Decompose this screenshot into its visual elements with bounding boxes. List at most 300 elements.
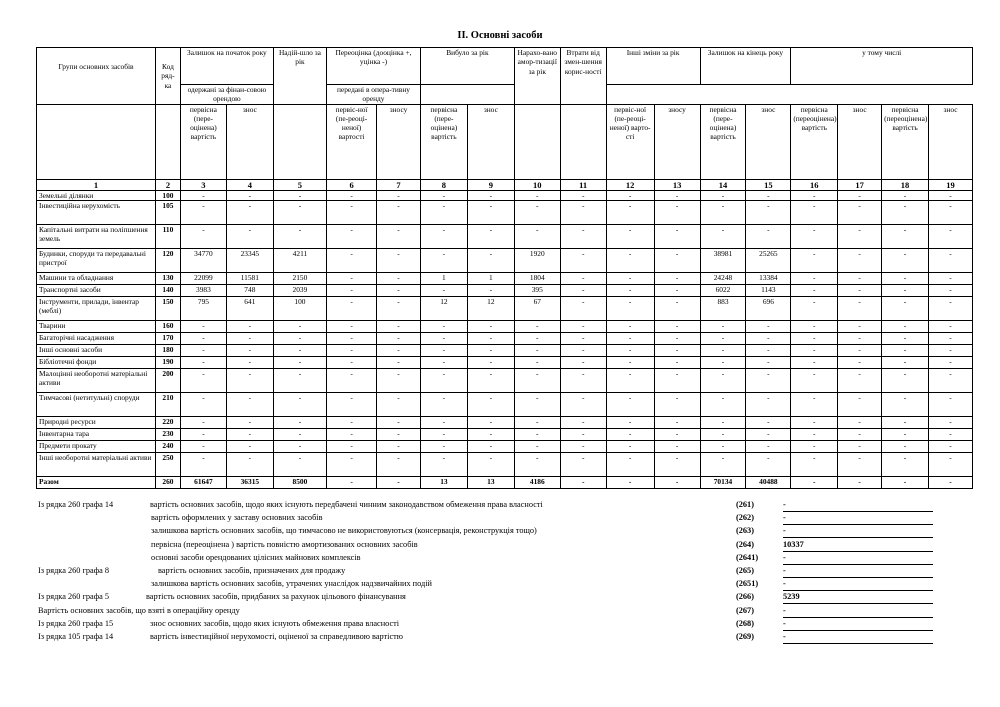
row-value: -: [377, 428, 421, 440]
row-value: -: [791, 296, 838, 320]
row-value: -: [273, 356, 326, 368]
row-value: -: [420, 344, 467, 356]
row-value: -: [606, 332, 654, 344]
row-value: -: [180, 344, 226, 356]
row-value: -: [746, 428, 791, 440]
column-number: 18: [882, 179, 929, 190]
note-code: (261): [736, 500, 754, 509]
row-value: -: [700, 320, 746, 332]
row-value: -: [838, 332, 882, 344]
row-value: -: [226, 320, 273, 332]
note-prefix: Із рядка 260 графа 14: [38, 500, 114, 509]
row-code: 210: [155, 392, 180, 416]
row-value: -: [467, 392, 514, 416]
row-value: -: [226, 332, 273, 344]
row-name: Капітальні витрати на поліпшення земель: [37, 224, 156, 248]
row-code: 160: [155, 320, 180, 332]
row-code: 230: [155, 428, 180, 440]
row-value: -: [514, 440, 560, 452]
row-value: -: [327, 248, 377, 272]
row-code: 130: [155, 272, 180, 284]
table-row: [37, 224, 973, 248]
note-value: -: [783, 619, 933, 631]
table-row: [37, 332, 973, 344]
header-initial: первісна (пере-оцінена) вартість: [700, 104, 746, 179]
row-value: -: [882, 200, 929, 224]
note-code: (2651): [736, 579, 759, 589]
note-prefix: Із рядка 105 графа 14: [38, 632, 114, 641]
row-value: 3983: [180, 284, 226, 296]
row-value: 23345: [226, 248, 273, 272]
row-value: -: [929, 344, 973, 356]
row-name: Земельні ділянки: [37, 190, 156, 200]
row-value: -: [420, 428, 467, 440]
row-value: -: [467, 248, 514, 272]
row-value: -: [606, 320, 654, 332]
row-value: -: [838, 368, 882, 392]
row-value: -: [273, 190, 326, 200]
row-value: -: [838, 320, 882, 332]
row-value: -: [654, 392, 700, 416]
row-value: -: [838, 428, 882, 440]
header-initial-revalued: первіс-ної (пе-реоці-неної) вартості: [327, 104, 377, 179]
row-value: 25265: [746, 248, 791, 272]
row-value: -: [700, 368, 746, 392]
row-value: -: [226, 190, 273, 200]
row-value: 696: [746, 296, 791, 320]
row-value: -: [791, 344, 838, 356]
note-text: вартість основних засобів, щодо яких існують передбачені чинним законодавством обмеження права власності: [150, 500, 543, 509]
row-value: -: [882, 440, 929, 452]
row-value: -: [180, 356, 226, 368]
column-number: 8: [420, 179, 467, 190]
note-code: (268): [736, 618, 754, 628]
row-value: -: [420, 190, 467, 200]
note-prefix: Із рядка 260 графа 15: [38, 618, 114, 628]
row-value: -: [882, 296, 929, 320]
row-code: 170: [155, 332, 180, 344]
row-value: -: [327, 428, 377, 440]
table-row: [37, 190, 973, 200]
row-value: -: [654, 272, 700, 284]
row-value: -: [700, 452, 746, 476]
note-value: -: [783, 566, 933, 578]
note-line: [38, 553, 978, 566]
note-value: 10337: [783, 540, 933, 552]
column-number: 15: [746, 179, 791, 190]
row-value: -: [377, 296, 421, 320]
row-value: -: [420, 392, 467, 416]
header-initial: первісна (пере-оцінена) вартість: [180, 104, 226, 179]
row-value: -: [929, 440, 973, 452]
row-value: -: [746, 392, 791, 416]
row-value: -: [377, 248, 421, 272]
row-value: -: [377, 476, 421, 488]
row-value: 70134: [700, 476, 746, 488]
row-name: Інвестиційна нерухомість: [37, 200, 156, 224]
row-value: -: [327, 284, 377, 296]
row-value: 40488: [746, 476, 791, 488]
row-value: -: [560, 190, 606, 200]
row-value: -: [606, 296, 654, 320]
column-number: 13: [654, 179, 700, 190]
note-prefix: Із рядка 260 графа 5: [38, 592, 109, 602]
row-value: -: [420, 200, 467, 224]
row-value: -: [700, 224, 746, 248]
row-value: -: [420, 416, 467, 428]
row-value: -: [746, 200, 791, 224]
row-value: -: [273, 392, 326, 416]
row-name: Тварини: [37, 320, 156, 332]
note-line: [38, 513, 978, 526]
row-code: 220: [155, 416, 180, 428]
row-value: -: [560, 248, 606, 272]
row-value: -: [377, 272, 421, 284]
row-value: -: [746, 332, 791, 344]
row-value: -: [882, 428, 929, 440]
row-value: -: [273, 320, 326, 332]
row-value: -: [606, 452, 654, 476]
row-value: -: [420, 356, 467, 368]
table-row: [37, 200, 973, 224]
column-number: 11: [560, 179, 606, 190]
row-value: -: [791, 190, 838, 200]
row-code: 120: [155, 248, 180, 272]
column-number: 7: [377, 179, 421, 190]
row-value: -: [700, 428, 746, 440]
row-value: 34770: [180, 248, 226, 272]
row-value: -: [467, 452, 514, 476]
header-closing: Залишок на кінець року: [700, 48, 791, 85]
row-value: -: [838, 356, 882, 368]
note-line: [38, 540, 978, 553]
row-value: -: [929, 452, 973, 476]
row-value: -: [226, 200, 273, 224]
header-initial: первісна (переоцінена) вартість: [882, 104, 929, 179]
row-value: -: [377, 332, 421, 344]
row-value: -: [327, 440, 377, 452]
row-value: -: [327, 356, 377, 368]
note-text: знос основних засобів, щодо яких існують обмеження права власності: [150, 618, 400, 628]
row-value: -: [746, 224, 791, 248]
row-value: -: [514, 428, 560, 440]
row-value: -: [791, 200, 838, 224]
row-value: -: [606, 248, 654, 272]
row-value: -: [467, 190, 514, 200]
row-value: -: [700, 200, 746, 224]
row-value: -: [654, 356, 700, 368]
row-name: Разом: [37, 476, 156, 488]
column-number: 3: [180, 179, 226, 190]
row-value: -: [700, 416, 746, 428]
note-text: первісна (переоцінена ) вартість повністю амортизованих основних засобів: [151, 539, 418, 549]
row-value: -: [226, 440, 273, 452]
row-value: 1804: [514, 272, 560, 284]
column-number: 9: [467, 179, 514, 190]
row-value: -: [180, 452, 226, 476]
row-value: -: [882, 356, 929, 368]
row-value: -: [514, 368, 560, 392]
row-value: -: [180, 416, 226, 428]
row-value: -: [327, 368, 377, 392]
header-wear: знос: [226, 104, 273, 179]
table-row: [37, 248, 973, 272]
row-value: -: [560, 344, 606, 356]
header-impairment: Втрати від змен-шення корис-ності: [560, 48, 606, 105]
note-code: (265): [736, 566, 754, 575]
row-value: -: [377, 200, 421, 224]
row-name: Інвентарна тара: [37, 428, 156, 440]
row-value: -: [791, 224, 838, 248]
row-value: -: [746, 356, 791, 368]
row-value: -: [327, 344, 377, 356]
table-row: [37, 392, 973, 416]
row-value: -: [654, 476, 700, 488]
header-opening: Залишок на початок року: [180, 48, 273, 85]
row-code: 200: [155, 368, 180, 392]
row-value: -: [746, 416, 791, 428]
row-value: -: [377, 320, 421, 332]
row-value: -: [882, 344, 929, 356]
row-code: 140: [155, 284, 180, 296]
header-incl: у тому числі: [791, 48, 973, 85]
row-value: -: [882, 272, 929, 284]
note-code: (269): [736, 632, 754, 641]
row-value: -: [180, 368, 226, 392]
row-value: -: [838, 416, 882, 428]
row-value: 13384: [746, 272, 791, 284]
column-numbers-row: [37, 179, 973, 190]
row-value: -: [791, 476, 838, 488]
table-row: [37, 368, 973, 392]
row-value: 24248: [700, 272, 746, 284]
note-code: (267): [736, 605, 754, 615]
row-value: 795: [180, 296, 226, 320]
row-value: 61647: [180, 476, 226, 488]
header-other-changes: Інші зміни за рік: [606, 48, 700, 85]
row-value: -: [467, 368, 514, 392]
note-text: вартість оформлених у заставу основних засобів: [151, 513, 323, 523]
row-value: -: [882, 368, 929, 392]
row-value: -: [273, 416, 326, 428]
note-prefix: Вартість основних засобів, що взяті в операційну оренду: [38, 605, 240, 615]
row-value: -: [377, 416, 421, 428]
note-code: (264): [736, 539, 754, 549]
row-value: -: [327, 200, 377, 224]
row-value: -: [746, 452, 791, 476]
row-value: -: [560, 200, 606, 224]
row-value: -: [746, 190, 791, 200]
row-value: -: [929, 272, 973, 284]
row-value: 2039: [273, 284, 326, 296]
row-value: -: [226, 344, 273, 356]
row-value: -: [606, 344, 654, 356]
row-value: -: [929, 356, 973, 368]
table-row: [37, 476, 973, 488]
header-revaluation: Переоцінка (дооцінка +, уцінка -): [327, 48, 421, 85]
row-value: -: [273, 332, 326, 344]
row-value: -: [838, 190, 882, 200]
row-value: -: [791, 440, 838, 452]
row-code: 100: [155, 190, 180, 200]
row-value: 395: [514, 284, 560, 296]
row-code: 250: [155, 452, 180, 476]
row-value: -: [467, 428, 514, 440]
row-value: -: [327, 476, 377, 488]
row-value: -: [377, 190, 421, 200]
row-value: -: [791, 320, 838, 332]
row-value: -: [929, 190, 973, 200]
row-value: -: [929, 392, 973, 416]
row-value: -: [467, 416, 514, 428]
row-value: -: [467, 284, 514, 296]
row-value: -: [377, 368, 421, 392]
table-row: [37, 428, 973, 440]
row-value: -: [838, 272, 882, 284]
row-value: -: [180, 320, 226, 332]
row-value: -: [560, 296, 606, 320]
row-name: Предмети прокату: [37, 440, 156, 452]
row-code: 150: [155, 296, 180, 320]
column-number: 14: [700, 179, 746, 190]
row-value: -: [929, 296, 973, 320]
row-value: -: [700, 356, 746, 368]
note-code: (262): [736, 513, 754, 523]
note-line: [38, 606, 978, 619]
note-line: [38, 632, 978, 645]
header-wear: зносу: [377, 104, 421, 179]
row-value: -: [377, 392, 421, 416]
row-value: -: [180, 190, 226, 200]
row-value: -: [838, 392, 882, 416]
row-value: -: [882, 416, 929, 428]
row-value: -: [514, 416, 560, 428]
note-code: (263): [736, 526, 754, 536]
row-value: 13: [420, 476, 467, 488]
row-value: -: [606, 368, 654, 392]
row-value: -: [654, 284, 700, 296]
row-value: -: [180, 200, 226, 224]
table-row: [37, 356, 973, 368]
row-value: -: [606, 428, 654, 440]
row-value: -: [882, 224, 929, 248]
header-received: Надій-шло за рік: [273, 48, 326, 105]
row-value: -: [226, 356, 273, 368]
row-value: 641: [226, 296, 273, 320]
header-initial-revalued: первіс-ної (пе-реоці-неної) варто-сті: [606, 104, 654, 179]
row-value: 1: [467, 272, 514, 284]
column-number: 12: [606, 179, 654, 190]
row-value: -: [226, 416, 273, 428]
page-title: ІІ. Основні засоби: [457, 30, 543, 41]
row-value: -: [838, 476, 882, 488]
row-value: -: [560, 224, 606, 248]
header-wear: знос: [929, 104, 973, 179]
row-value: -: [180, 332, 226, 344]
header-leased-in: одержані за фінан-совою орендою: [180, 85, 273, 105]
row-value: 11581: [226, 272, 273, 284]
row-value: -: [560, 356, 606, 368]
row-value: -: [791, 416, 838, 428]
row-value: -: [929, 428, 973, 440]
row-value: 1: [420, 272, 467, 284]
row-value: -: [606, 284, 654, 296]
row-value: 12: [467, 296, 514, 320]
row-value: -: [560, 392, 606, 416]
row-value: 13: [467, 476, 514, 488]
header-wear: знос: [746, 104, 791, 179]
row-value: -: [327, 296, 377, 320]
row-value: -: [560, 416, 606, 428]
row-value: -: [654, 224, 700, 248]
row-name: Інструменти, прилади, інвентар (меблі): [37, 296, 156, 320]
header-wear: зносу: [654, 104, 700, 179]
row-value: -: [180, 428, 226, 440]
row-value: -: [882, 476, 929, 488]
row-value: -: [654, 416, 700, 428]
row-value: -: [327, 416, 377, 428]
row-value: -: [791, 392, 838, 416]
row-value: -: [560, 284, 606, 296]
row-value: -: [654, 248, 700, 272]
row-value: -: [606, 356, 654, 368]
table-row: [37, 416, 973, 428]
note-line: [38, 592, 978, 605]
note-text: вартість основних засобів, придбаних за рахунок цільового фінансування: [146, 592, 406, 602]
note-value: -: [783, 579, 933, 591]
row-value: -: [654, 452, 700, 476]
row-value: -: [560, 428, 606, 440]
row-code: 110: [155, 224, 180, 248]
row-value: -: [420, 452, 467, 476]
row-value: -: [514, 224, 560, 248]
row-value: -: [791, 248, 838, 272]
row-value: -: [327, 452, 377, 476]
row-value: -: [467, 356, 514, 368]
row-value: -: [654, 200, 700, 224]
row-value: -: [791, 368, 838, 392]
row-value: -: [929, 248, 973, 272]
row-name: Інші основні засоби: [37, 344, 156, 356]
row-value: -: [273, 440, 326, 452]
row-value: -: [606, 224, 654, 248]
row-value: -: [327, 224, 377, 248]
row-value: -: [838, 248, 882, 272]
row-value: -: [420, 440, 467, 452]
row-value: -: [560, 368, 606, 392]
row-value: -: [882, 332, 929, 344]
row-value: -: [377, 284, 421, 296]
row-value: -: [467, 344, 514, 356]
row-value: -: [838, 224, 882, 248]
row-name: Будинки, споруди та передавальні пристрої: [37, 248, 156, 272]
table-row: [37, 272, 973, 284]
row-value: -: [700, 392, 746, 416]
row-value: -: [180, 440, 226, 452]
row-value: -: [377, 356, 421, 368]
row-value: -: [377, 440, 421, 452]
header-groups: Групи основних засобів: [37, 48, 156, 105]
row-value: -: [420, 248, 467, 272]
row-value: -: [606, 476, 654, 488]
row-value: -: [377, 344, 421, 356]
row-value: -: [700, 344, 746, 356]
row-name: Тимчасові (нетитульні) споруди: [37, 392, 156, 416]
row-value: -: [467, 332, 514, 344]
row-value: -: [377, 224, 421, 248]
row-value: -: [700, 440, 746, 452]
row-value: -: [467, 200, 514, 224]
